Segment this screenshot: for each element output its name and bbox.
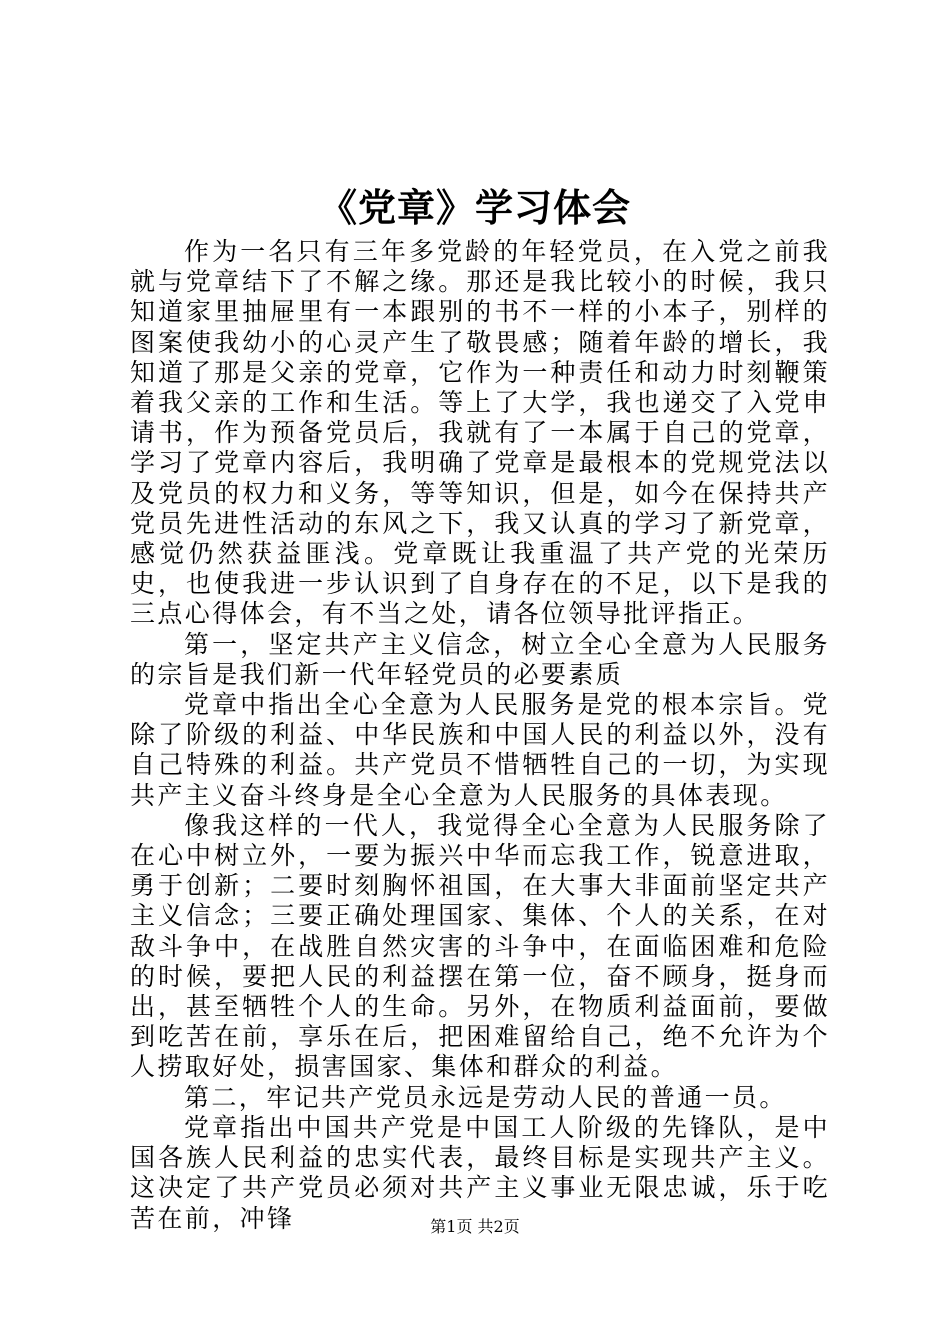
document-body bbox=[130, 237, 830, 1234]
paragraph-serve-people: 像我这样的一代人，我觉得全心全意为人民服务除了在心中树立外，一要为振兴中华而忘我工作，锐意进取，勇于创新；二要时刻胸怀祖国，在大事大非面前坚定共产主义信念；三要正确处理国家、集体、个人的关系，在对敌斗争中，在战胜自然灾害的斗争中，在面临困难和危险的时候，要把人民的利益摆在第一位，奋不顾身，挺身而出，甚至牺牲个人的生命。另外，在物质利益面前，要做到吃苦在前，享乐在后，把困难留给自己，绝不允许为个人捞取好处，损害国家、集体和群众的利益。 bbox=[130, 810, 830, 1082]
paragraph-intro: 作为一名只有三年多党龄的年轻党员，在入党之前我就与党章结下了不解之缘。那还是我比较小的时候，我只知道家里抽屉里有一本跟别的书不一样的小本子，别样的图案使我幼小的心灵产生了敬畏感；随着年龄的增长，我知道了那是父亲的党章，它作为一种责任和动力时刻鞭策着我父亲的工作和生活。等上了大学，我也递交了入党申请书，作为预备党员后，我就有了一本属于自己的党章，学习了党章内容后，我明确了党章是最根本的党规党法以及党员的权力和义务，等等知识，但是，如今在保持共产党员先进性活动的东风之下，我又认真的学习了新党章，感觉仍然获益匪浅。党章既让我重温了共产党的光荣历史，也使我进一步认识到了自身存在的不足，以下是我的三点心得体会，有不当之处，请各位领导批评指正。 bbox=[130, 237, 830, 629]
document-title: 《党章》学习体会 bbox=[318, 185, 631, 230]
paragraph-vanguard: 党章指出中国共产党是中国工人阶级的先锋队，是中国各族人民利益的忠实代表，最终目标是实现共产主义。这决定了共产党员必须对共产主义事业无限忠诚，乐于吃苦在前，冲锋 bbox=[130, 1112, 830, 1233]
paragraph-party-purpose: 党章中指出全心全意为人民服务是党的根本宗旨。党除了阶级的利益、中华民族和中国人民的利益以外，没有自己特殊的利益。共产党员不惜牺牲自己的一切，为实现共产主义奋斗终身是全心全意为人民服务的具体表现。 bbox=[130, 690, 830, 810]
paragraph-point-two-heading: 第二，牢记共产党员永远是劳动人民的普通一员。 bbox=[184, 1082, 787, 1112]
page-number-footer: 第1页 共2页 bbox=[430, 1217, 520, 1236]
paragraph-point-one-heading: 第一，坚定共产主义信念，树立全心全意为人民服务的宗旨是我们新一代年轻党员的必要素质 bbox=[130, 629, 830, 689]
